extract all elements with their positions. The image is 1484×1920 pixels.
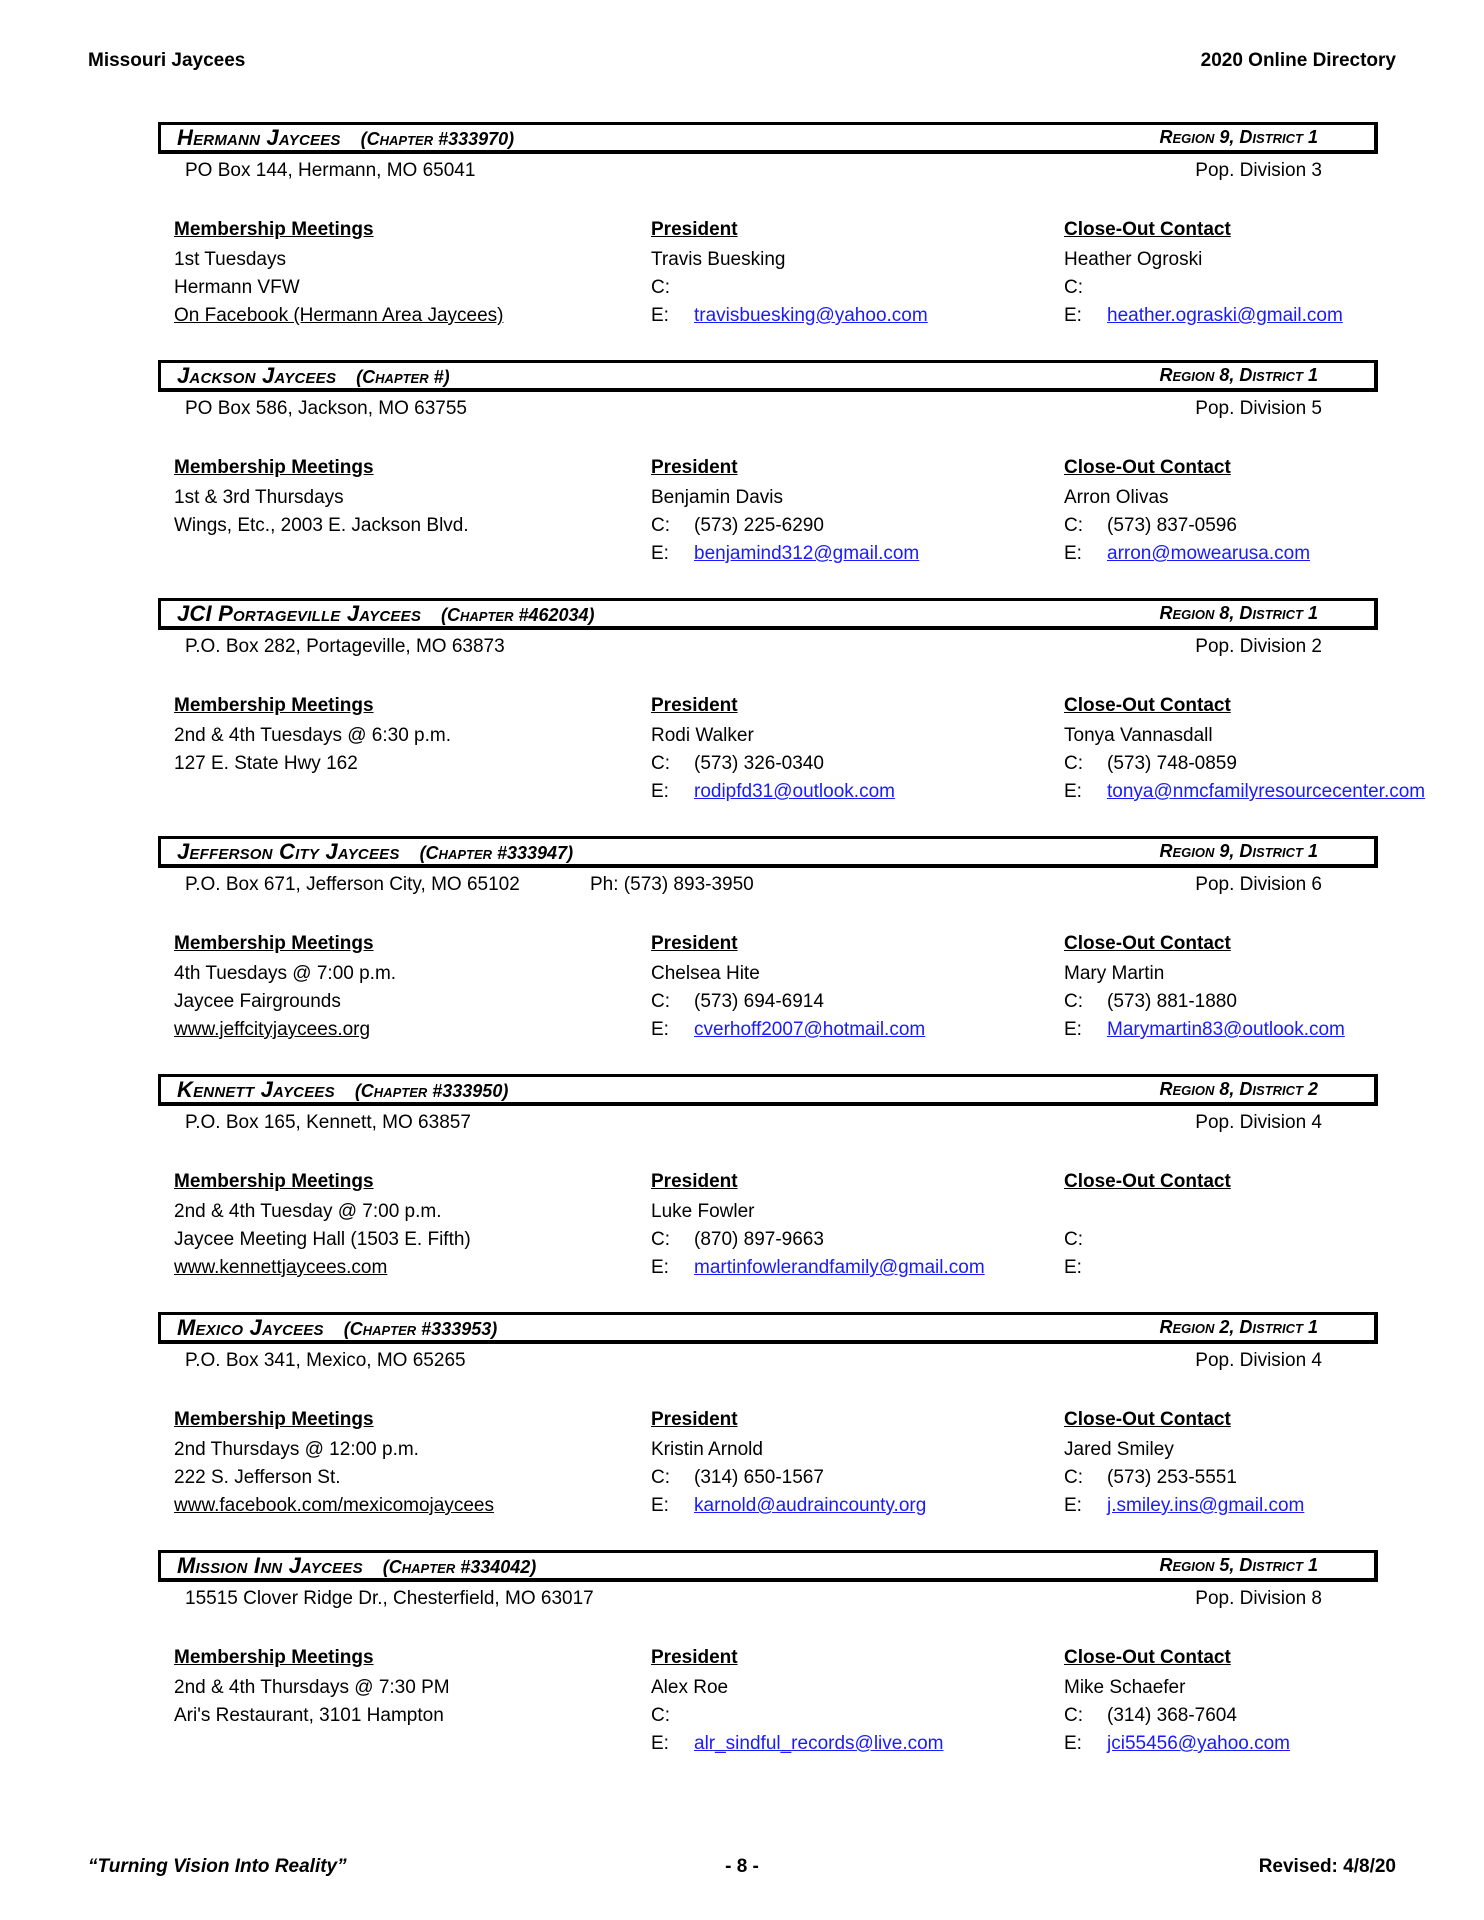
president-name: Chelsea Hite <box>651 963 760 984</box>
closeout-email-link[interactable]: Marymartin83@outlook.com <box>1107 1019 1345 1040</box>
president-cell-row <box>651 750 1051 778</box>
president-column <box>651 932 1051 1044</box>
chapter-region: Region 8, District 1 <box>1159 365 1318 385</box>
president-name: Luke Fowler <box>651 1201 755 1222</box>
closeout-email-link[interactable]: tonya@nmcfamilyresourcecenter.com <box>1107 781 1426 802</box>
president-column <box>651 694 1051 806</box>
chapter-region: Region 8, District 2 <box>1159 1079 1318 1099</box>
president-heading: President <box>651 1171 738 1192</box>
chapter-phone: Ph: (573) 893-3950 <box>590 874 754 895</box>
president-cell: (573) 225-6290 <box>694 515 824 536</box>
chapter-entry <box>158 1074 1378 1312</box>
chapter-address: P.O. Box 671, Jefferson City, MO 65102 <box>185 874 520 895</box>
meetings-heading: Membership Meetings <box>174 695 374 716</box>
cell-label: C: <box>1064 1705 1083 1726</box>
closeout-column <box>1064 1408 1484 1520</box>
chapter-region: Region 5, District 1 <box>1159 1555 1318 1575</box>
address-line <box>158 630 1378 660</box>
address-line <box>158 868 1378 898</box>
chapter-region: Region 2, District 1 <box>1159 1317 1318 1337</box>
pop-division: Pop. Division 4 <box>1195 1350 1322 1371</box>
closeout-heading: Close-Out Contact <box>1064 933 1231 954</box>
chapter-header-bar <box>158 598 1378 630</box>
cell-label: C: <box>1064 753 1083 774</box>
president-email-link[interactable]: rodipfd31@outlook.com <box>694 781 895 802</box>
president-cell: (573) 326-0340 <box>694 753 824 774</box>
meeting-web-link[interactable] <box>174 540 644 568</box>
president-cell-row <box>651 1702 1051 1730</box>
meeting-location: Hermann VFW <box>174 277 300 298</box>
email-label: E: <box>651 305 669 326</box>
closeout-email-link[interactable]: heather.ograski@gmail.com <box>1107 305 1343 326</box>
page-number: - 8 - <box>725 1856 759 1877</box>
closeout-cell: (573) 837-0596 <box>1107 515 1237 536</box>
closeout-column <box>1064 694 1484 806</box>
pop-division: Pop. Division 8 <box>1195 1588 1322 1609</box>
meeting-web-link[interactable]: www.facebook.com/mexicomojaycees <box>174 1495 494 1516</box>
president-cell: (573) 694-6914 <box>694 991 824 1012</box>
meetings-heading: Membership Meetings <box>174 1647 374 1668</box>
president-heading: President <box>651 219 738 240</box>
pop-division: Pop. Division 2 <box>1195 636 1322 657</box>
email-label: E: <box>651 781 669 802</box>
chapter-number: (Chapter #333970) <box>360 128 515 149</box>
chapter-number: (Chapter #333947) <box>419 842 574 863</box>
closeout-heading: Close-Out Contact <box>1064 457 1231 478</box>
chapter-number: (Chapter #333953) <box>343 1318 498 1339</box>
email-label: E: <box>1064 1733 1082 1754</box>
closeout-email-row <box>1064 1016 1484 1044</box>
closeout-cell: (573) 881-1880 <box>1107 991 1237 1012</box>
meetings-heading: Membership Meetings <box>174 1171 374 1192</box>
president-cell-row <box>651 1226 1051 1254</box>
chapter-region: Region 9, District 1 <box>1159 841 1318 861</box>
closeout-name: Tonya Vannasdall <box>1064 725 1213 746</box>
meeting-location: Jaycee Fairgrounds <box>174 991 341 1012</box>
chapter-list <box>158 122 1426 1788</box>
cell-label: C: <box>651 753 670 774</box>
president-name: Rodi Walker <box>651 725 754 746</box>
email-label: E: <box>651 1495 669 1516</box>
president-email-link[interactable]: martinfowlerandfamily@gmail.com <box>694 1257 985 1278</box>
president-column <box>651 456 1051 568</box>
address-line <box>158 1344 1378 1374</box>
president-cell: (314) 650-1567 <box>694 1467 824 1488</box>
email-label: E: <box>1064 1019 1082 1040</box>
closeout-cell-row <box>1064 1226 1484 1254</box>
meeting-schedule: 2nd & 4th Tuesday @ 7:00 p.m. <box>174 1201 442 1222</box>
closeout-cell: (314) 368-7604 <box>1107 1705 1237 1726</box>
president-email-row <box>651 1016 1051 1044</box>
email-label: E: <box>1064 543 1082 564</box>
meeting-web-link[interactable]: www.jeffcityjaycees.org <box>174 1019 371 1040</box>
closeout-cell-row <box>1064 274 1484 302</box>
footer-motto: “Turning Vision Into Reality” <box>88 1856 347 1877</box>
meeting-schedule: 1st Tuesdays <box>174 249 286 270</box>
chapter-header-bar <box>158 360 1378 392</box>
chapter-entry <box>158 836 1378 1074</box>
chapter-name: Mexico Jaycees <box>177 1314 324 1340</box>
chapter-name: Kennett Jaycees <box>177 1076 335 1102</box>
pop-division: Pop. Division 5 <box>1195 398 1322 419</box>
address-line <box>158 1106 1378 1136</box>
chapter-entry <box>158 598 1426 836</box>
meeting-web-link[interactable]: www.kennettjaycees.com <box>174 1257 388 1278</box>
closeout-column <box>1064 218 1484 330</box>
closeout-heading: Close-Out Contact <box>1064 1171 1231 1192</box>
president-email-link[interactable]: karnold@audraincounty.org <box>694 1495 927 1516</box>
meetings-heading: Membership Meetings <box>174 933 374 954</box>
closeout-name: Arron Olivas <box>1064 487 1169 508</box>
chapter-header-bar <box>158 122 1378 154</box>
email-label: E: <box>651 1733 669 1754</box>
president-email-row <box>651 778 1051 806</box>
page-footer <box>88 1856 1396 1878</box>
closeout-cell-row <box>1064 1464 1484 1492</box>
president-name: Kristin Arnold <box>651 1439 763 1460</box>
president-heading: President <box>651 695 738 716</box>
president-heading: President <box>651 1647 738 1668</box>
pop-division: Pop. Division 4 <box>1195 1112 1322 1133</box>
cell-label: C: <box>651 991 670 1012</box>
closeout-column <box>1064 456 1484 568</box>
meetings-heading: Membership Meetings <box>174 457 374 478</box>
closeout-email-row <box>1064 1254 1484 1282</box>
president-email-link[interactable]: cverhoff2007@hotmail.com <box>694 1019 926 1040</box>
closeout-name: Jared Smiley <box>1064 1439 1174 1460</box>
chapter-entry <box>158 360 1378 598</box>
meeting-location: Jaycee Meeting Hall (1503 E. Fifth) <box>174 1229 471 1250</box>
meetings-column <box>174 1408 644 1520</box>
closeout-column <box>1064 1170 1484 1282</box>
header-right: 2020 Online Directory <box>1200 50 1396 71</box>
closeout-email-row <box>1064 540 1484 568</box>
president-email-row <box>651 540 1051 568</box>
chapter-address: P.O. Box 282, Portageville, MO 63873 <box>185 636 505 657</box>
president-cell-row <box>651 512 1051 540</box>
address-line <box>158 154 1378 184</box>
meeting-location: 127 E. State Hwy 162 <box>174 753 358 774</box>
chapter-address: P.O. Box 165, Kennett, MO 63857 <box>185 1112 471 1133</box>
email-label: E: <box>1064 1257 1082 1278</box>
closeout-name <box>1064 1198 1484 1226</box>
chapter-name: Jackson Jaycees <box>177 362 337 388</box>
chapter-number: (Chapter #334042) <box>382 1556 537 1577</box>
president-heading: President <box>651 933 738 954</box>
pop-division: Pop. Division 3 <box>1195 160 1322 181</box>
cell-label: C: <box>651 1229 670 1250</box>
chapter-address: P.O. Box 341, Mexico, MO 65265 <box>185 1350 466 1371</box>
closeout-name: Heather Ogroski <box>1064 249 1203 270</box>
closeout-cell-row <box>1064 512 1484 540</box>
closeout-email-link[interactable]: j.smiley.ins@gmail.com <box>1107 1495 1305 1516</box>
meetings-column <box>174 1170 644 1282</box>
closeout-email-row <box>1064 302 1484 330</box>
email-label: E: <box>651 1257 669 1278</box>
address-line <box>158 1582 1378 1612</box>
president-name: Alex Roe <box>651 1677 729 1698</box>
meeting-schedule: 4th Tuesdays @ 7:00 p.m. <box>174 963 397 984</box>
president-cell-row <box>651 1464 1051 1492</box>
closeout-cell-row <box>1064 988 1484 1016</box>
chapter-address: PO Box 586, Jackson, MO 63755 <box>185 398 467 419</box>
president-heading: President <box>651 1409 738 1430</box>
closeout-cell-row <box>1064 1702 1484 1730</box>
president-email-row <box>651 1730 1051 1758</box>
footer-revised: Revised: 4/8/20 <box>1258 1856 1396 1877</box>
president-email-link[interactable]: travisbuesking@yahoo.com <box>694 305 928 326</box>
chapter-header-bar <box>158 1074 1378 1106</box>
closeout-name: Mary Martin <box>1064 963 1165 984</box>
president-email-link[interactable]: benjamind312@gmail.com <box>694 543 920 564</box>
chapter-name: Jefferson City Jaycees <box>177 838 400 864</box>
meetings-heading: Membership Meetings <box>174 1409 374 1430</box>
meeting-schedule: 2nd & 4th Thursdays @ 7:30 PM <box>174 1677 450 1698</box>
chapter-number: (Chapter #462034) <box>441 604 595 625</box>
chapter-number: (Chapter #333950) <box>354 1080 509 1101</box>
closeout-cell: (573) 748-0859 <box>1107 753 1237 774</box>
cell-label: C: <box>1064 1467 1083 1488</box>
page-header <box>88 50 1396 72</box>
chapter-name: Hermann Jaycees <box>177 124 341 150</box>
meeting-web-link[interactable] <box>174 1730 644 1758</box>
meetings-column <box>174 1646 644 1758</box>
meeting-web-link[interactable] <box>174 778 644 806</box>
president-cell-row <box>651 988 1051 1016</box>
meeting-location: Wings, Etc., 2003 E. Jackson Blvd. <box>174 515 469 536</box>
meeting-schedule: 2nd Thursdays @ 12:00 p.m. <box>174 1439 419 1460</box>
president-email-row <box>651 1254 1051 1282</box>
pop-division: Pop. Division 6 <box>1195 874 1322 895</box>
president-cell-row <box>651 274 1051 302</box>
chapter-header-bar <box>158 1312 1378 1344</box>
cell-label: C: <box>1064 515 1083 536</box>
meeting-location: Ari's Restaurant, 3101 Hampton <box>174 1705 444 1726</box>
header-left: Missouri Jaycees <box>88 50 246 71</box>
president-email-link[interactable]: alr_sindful_records@live.com <box>694 1733 944 1754</box>
president-cell: (870) 897-9663 <box>694 1229 824 1250</box>
chapter-header-bar <box>158 1550 1378 1582</box>
email-label: E: <box>1064 305 1082 326</box>
closeout-email-link[interactable]: arron@mowearusa.com <box>1107 543 1311 564</box>
chapter-entry <box>158 1312 1378 1550</box>
cell-label: C: <box>1064 1229 1083 1250</box>
president-heading: President <box>651 457 738 478</box>
closeout-column <box>1064 1646 1484 1758</box>
chapter-region: Region 9, District 1 <box>1159 127 1318 147</box>
cell-label: C: <box>1064 991 1083 1012</box>
chapter-address: 15515 Clover Ridge Dr., Chesterfield, MO 63017 <box>185 1588 594 1609</box>
closeout-email-row <box>1064 1492 1484 1520</box>
president-column <box>651 1170 1051 1282</box>
president-column <box>651 218 1051 330</box>
closeout-cell-row <box>1064 750 1484 778</box>
address-line <box>158 392 1378 422</box>
president-column <box>651 1646 1051 1758</box>
chapter-entry <box>158 1550 1378 1788</box>
email-label: E: <box>651 1019 669 1040</box>
email-label: E: <box>1064 1495 1082 1516</box>
meeting-schedule: 1st & 3rd Thursdays <box>174 487 344 508</box>
president-name: Travis Buesking <box>651 249 786 270</box>
president-email-row <box>651 1492 1051 1520</box>
closeout-email-row <box>1064 1730 1484 1758</box>
meetings-column <box>174 694 644 806</box>
cell-label: C: <box>651 1705 670 1726</box>
closeout-heading: Close-Out Contact <box>1064 695 1231 716</box>
meetings-column <box>174 218 644 330</box>
cell-label: C: <box>651 1467 670 1488</box>
chapter-name: Mission Inn Jaycees <box>177 1552 363 1578</box>
closeout-column <box>1064 932 1484 1044</box>
closeout-cell: (573) 253-5551 <box>1107 1467 1237 1488</box>
cell-label: C: <box>1064 277 1083 298</box>
president-email-row <box>651 302 1051 330</box>
closeout-email-row <box>1064 778 1484 806</box>
meetings-heading: Membership Meetings <box>174 219 374 240</box>
chapter-name: JCI Portageville Jaycees <box>177 600 422 626</box>
chapter-header-bar <box>158 836 1378 868</box>
closeout-heading: Close-Out Contact <box>1064 1409 1231 1430</box>
meeting-schedule: 2nd & 4th Tuesdays @ 6:30 p.m. <box>174 725 452 746</box>
cell-label: C: <box>651 277 670 298</box>
closeout-name: Mike Schaefer <box>1064 1677 1186 1698</box>
chapter-region: Region 8, District 1 <box>1159 603 1318 623</box>
president-column <box>651 1408 1051 1520</box>
email-label: E: <box>1064 781 1082 802</box>
president-name: Benjamin Davis <box>651 487 783 508</box>
meetings-column <box>174 456 644 568</box>
email-label: E: <box>651 543 669 564</box>
meeting-location: 222 S. Jefferson St. <box>174 1467 341 1488</box>
cell-label: C: <box>651 515 670 536</box>
chapter-address: PO Box 144, Hermann, MO 65041 <box>185 160 476 181</box>
closeout-heading: Close-Out Contact <box>1064 1647 1231 1668</box>
chapter-entry <box>158 122 1378 360</box>
closeout-email-link[interactable]: jci55456@yahoo.com <box>1107 1733 1291 1754</box>
meeting-web-link[interactable]: On Facebook (Hermann Area Jaycees) <box>174 305 504 326</box>
meetings-column <box>174 932 644 1044</box>
closeout-heading: Close-Out Contact <box>1064 219 1231 240</box>
chapter-number: (Chapter #) <box>356 366 450 387</box>
